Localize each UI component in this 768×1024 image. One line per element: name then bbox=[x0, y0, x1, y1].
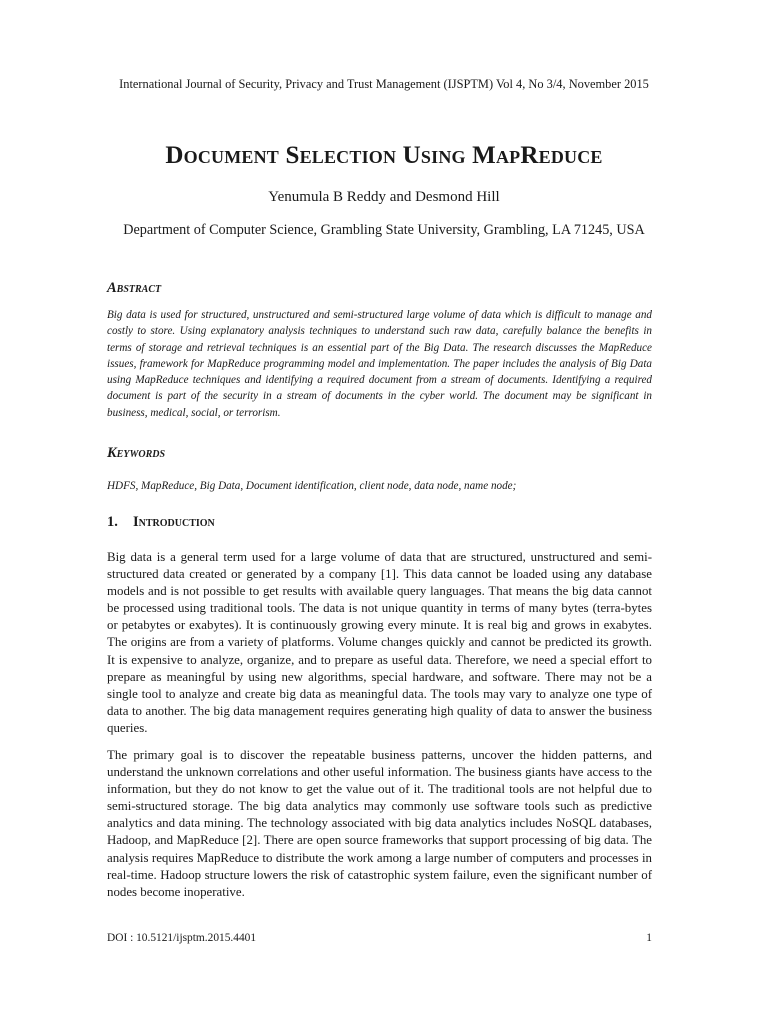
abstract-heading: Abstract bbox=[107, 280, 162, 296]
page-number: 1 bbox=[646, 932, 652, 944]
section-number: 1. bbox=[107, 514, 118, 530]
introduction-heading bbox=[107, 513, 215, 531]
section-title: Introduction bbox=[133, 514, 215, 530]
journal-header: International Journal of Security, Privacy and Trust Management (IJSPTM) Vol 4, No 3/4, November 2015 bbox=[119, 77, 649, 91]
keywords-heading: Keywords bbox=[107, 445, 166, 461]
doi-footer: DOI : 10.5121/ijsptm.2015.4401 bbox=[107, 932, 257, 944]
paper-authors: Yenumula B Reddy and Desmond Hill bbox=[268, 189, 500, 205]
author-affiliation: Department of Computer Science, Grambling State University, Grambling, LA 71245, USA bbox=[123, 222, 645, 238]
abstract-text: Big data is used for structured, unstructured and semi-structured large volume of data which is difficult to manage and costly to store. Using explanatory analysis techniques to understand such raw data, carefully balance the benefits in terms of storage and retrieval techniques is an essential part of the Big Data. The research discusses the MapReduce issues, framework for MapReduce programming model and implementation. The paper includes the analysis of Big Data using MapReduce techniques and identifying a required document from a stream of documents. Identifying a required document is part of the security in a stream of documents in the cyber world. The document may be significant in business, medical, social, or terrorism. bbox=[107, 309, 652, 419]
paper-title: Document Selection Using MapReduce bbox=[165, 142, 603, 169]
keywords-text: HDFS, MapReduce, Big Data, Document identification, client node, data node, name node; bbox=[107, 480, 517, 492]
introduction-paragraph-2: The primary goal is to discover the repeatable business patterns, uncover the hidden patterns, and understand the unknown correlations and other useful information. The business giants have access to the information, but they do not know to get the value out of it. The traditional tools are not helpful due to semi-structured storage. The big data analytics may commonly use software tools such as predictive analytics and data mining. The technology associated with big data analytics includes NoSQL databases, Hadoop, and MapReduce [2]. There are open source frameworks that support processing of big data. The analysis requires MapReduce to distribute the work among a large number of computers and processes in real-time. Hadoop structure lowers the risk of catastrophic system failure, even the significant number of nodes become inoperative. bbox=[107, 748, 652, 899]
introduction-paragraph-1: Big data is a general term used for a large volume of data that are structured, unstructured and semi-structured data created or generated by a company [1]. This data cannot be loaded using any database models and is not possible to get results with available query languages. That means the big data cannot be processed using traditional tools. The data is not unique quantity in terms of many bytes (terra-bytes or petabytes or exabytes). It is continuously growing every minute. It is real big and grows in exabytes. The origins are from a variety of platforms. Volume changes quickly and cannot be predicted its growth. It is expensive to analyze, organize, and to prepare as useful data. Therefore, we need a special effort to prepare as meaningful by using new algorithms, special hardware, and software. There may not be a single tool to analyze and create big data as meaningful data. The tools may vary to analyze one type of data to another. The big data management requires generating high quality of data to answer the business queries. bbox=[107, 550, 652, 735]
